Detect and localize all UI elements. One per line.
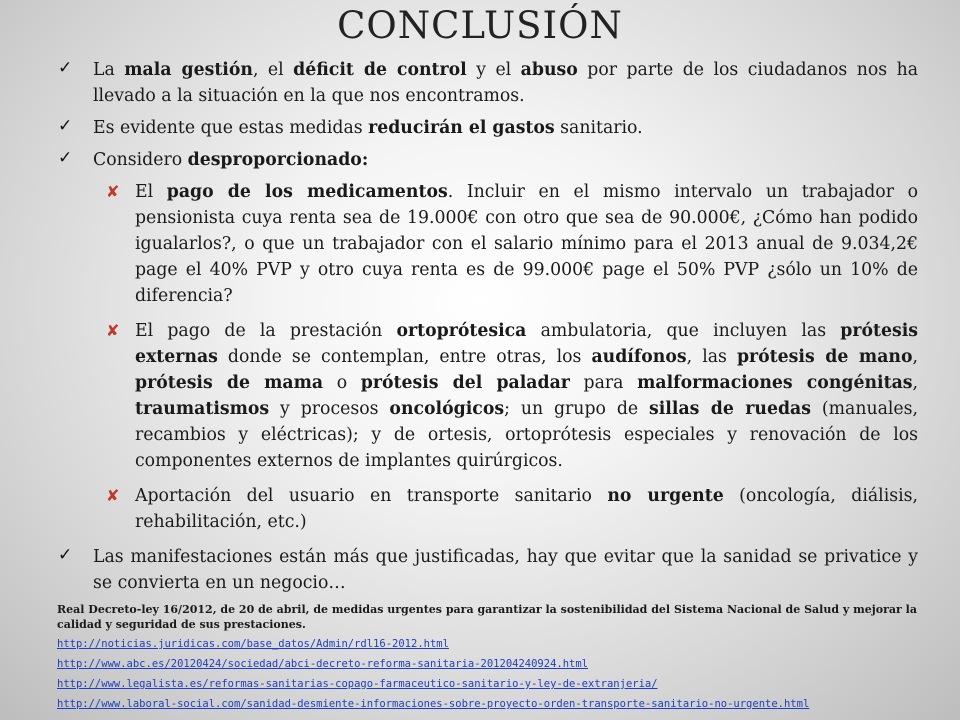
page-title: CONCLUSIÓN	[337, 4, 623, 47]
reference-link[interactable]: http://noticias.juridicas.com/base_datos/Admin/rdl16-2012.html	[57, 638, 449, 650]
check-icon: ✓	[58, 545, 73, 565]
check-icon: ✓	[58, 58, 73, 78]
reference-link[interactable]: http://www.abc.es/20120424/sociedad/abci-decreto-reforma-sanitaria-201204240924.html	[57, 658, 589, 670]
cross-icon: ✘	[106, 321, 120, 340]
bullet-item	[58, 115, 918, 141]
reference-link[interactable]: http://www.legalista.es/reformas-sanitarias-copago-farmaceutico-sanitario-y-ley-de-extranjeria/	[57, 678, 658, 690]
bullet-item	[58, 147, 918, 173]
bullet-item	[58, 544, 918, 596]
bullet-text: Es evidente que estas medidas reducirán el gastos sanitario.	[93, 118, 643, 138]
conclusion-list	[58, 57, 918, 596]
bullet-text: Las manifestaciones están más que justificadas, hay que evitar que la sanidad se privatice y se convierta en un negocio…	[93, 547, 918, 593]
check-icon: ✓	[58, 148, 73, 168]
sub-bullet-text: El pago de los medicamentos. Incluir en el mismo intervalo un trabajador o pensionista cuya renta sea de 19.000€ con otro que sea de 90.000€, ¿Cómo han podido igualarlos?, o que un trabajador con el salario mínimo para el 2013 anual de 9.034,2€ page el 40% PVP y otro cuya renta es de 99.000€ page el 50% PVP ¿sólo un 10% de diferencia?	[135, 182, 918, 306]
sub-bullet-text: Aportación del usuario en transporte sanitario no urgente (oncología, diálisis, rehabilitación, etc.)	[135, 486, 918, 532]
sub-bullet-item	[58, 179, 918, 309]
check-icon: ✓	[58, 116, 73, 136]
cross-icon: ✘	[106, 182, 120, 201]
bullet-text: Considero desproporcionado:	[93, 150, 369, 170]
reference-link[interactable]: http://www.laboral-social.com/sanidad-desmiente-informaciones-sobre-proyecto-orden-transporte-sanitario-no-urgente.html	[57, 698, 810, 710]
bullet-text: La mala gestión, el déficit de control y el abuso por parte de los ciudadanos nos ha llevado a la situación en la que nos encontramos.	[93, 60, 919, 106]
bullet-item	[58, 57, 918, 109]
references-intro: Real Decreto-ley 16/2012, de 20 de abril, de medidas urgentes para garantizar la sostenibilidad del Sistema Nacional de Salud y mejorar la calidad y seguridad de sus prestaciones.	[57, 603, 917, 631]
sub-bullet-item	[58, 318, 918, 474]
sub-bullet-item	[58, 483, 918, 535]
references	[57, 602, 917, 718]
cross-icon: ✘	[106, 486, 120, 505]
sub-bullet-text: El pago de la prestación ortoprótesica ambulatoria, que incluyen las prótesis externas donde se contemplan, entre otras, los audífonos, las prótesis de mano, prótesis de mama o prótesis del paladar para malformaciones congénitas, traumatismos y procesos oncológicos; un grupo de sillas de ruedas (manuales, recambios y eléctricas); y de ortesis, ortoprótesis especiales y renovación de los componentes externos de implantes quirúrgicos.	[135, 321, 919, 471]
